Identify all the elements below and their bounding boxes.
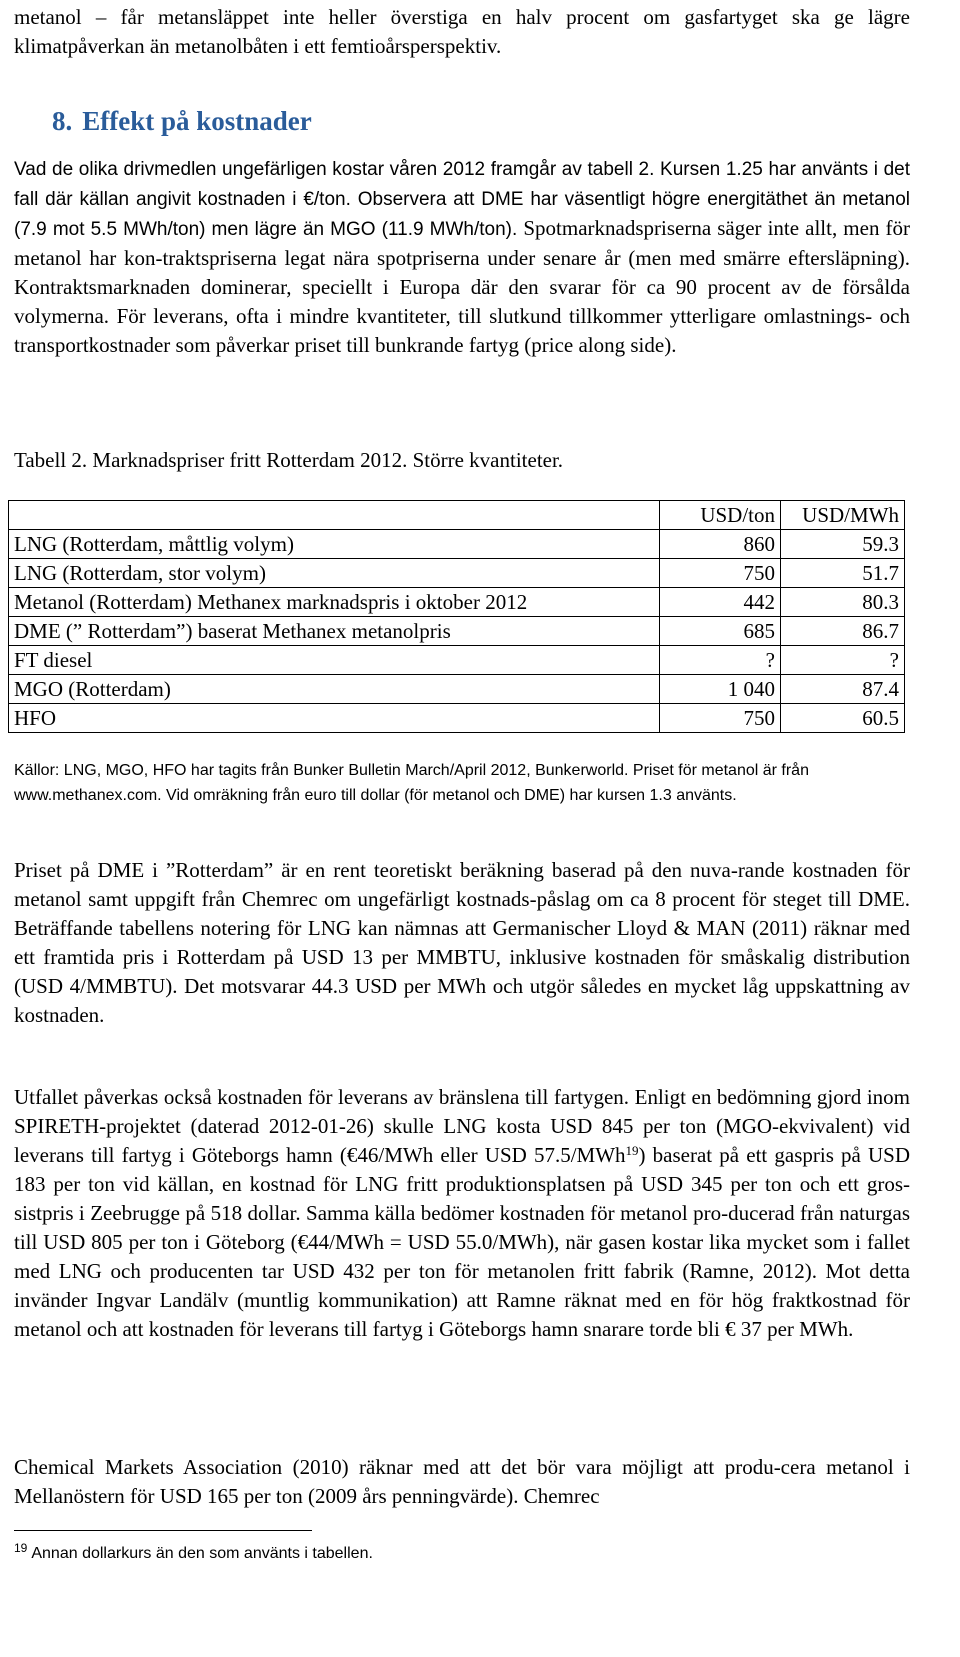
section-title: Effekt på kostnader [82, 106, 312, 136]
table-header-row [9, 501, 905, 530]
paragraph-chemical-markets: Chemical Markets Association (2010) räknar med att det bör vara möjligt att produ-cera metanol i Mellanöstern för USD 165 per ton (2009 års penningvärde). Chemrec [14, 1455, 910, 1508]
table-sources: Källor: LNG, MGO, HFO har tagits från Bunker Bulletin March/April 2012, Bunkerworld. Priset för metanol är från www.methanex.com. Vid omräkning från euro till dollar (för metanol och DME) har kursen 1.3 använts. [14, 762, 809, 804]
row-usd-mwh: 86.7 [781, 617, 905, 646]
table-header-label [9, 501, 660, 530]
paragraph-dme-price: Priset på DME i ”Rotterdam” är en rent teoretiskt beräkning baserad på den nuva-rande kostnaden för metanol samt uppgift från Chemrec om ungefärligt kostnads-påslag om ca 8 procent för steget till DME. Beträffande tabellens notering för LNG kan nämnas att Germanischer Lloyd & MAN (2011) räknar med ett framtida pris i Rotterdam på USD 13 per MMBTU, inklusive kostnaden för småskalig distribution (USD 4/MMBTU). Det motsvarar 44.3 USD per MWh och utgör således en mycket låg uppskattning av kostnaden. [14, 858, 910, 1027]
table-header-usd-ton: USD/ton [660, 501, 781, 530]
paragraph-costs-part2: Spotmarknadspriserna säger inte allt, men för metanol har kon-traktspriserna legat nära spotpriserna under senare år (men med smärre eftersläpning). Kontraktsmarknaden dominerar, speciellt i Europa där den svarar för ca 90 procent av de försålda volymerna. För leverans, ofta i mindre kvantiteter, till slutkund tillkommer ytterligare omlastnings- och transportkostnader som påverkar priset till bunkrande fartyg (price along side). [14, 216, 910, 357]
table-row [9, 588, 905, 617]
footnote-reference[interactable]: 19 [625, 1143, 639, 1158]
row-usd-mwh: 51.7 [781, 559, 905, 588]
row-label: Metanol (Rotterdam) Methanex marknadspris i oktober 2012 [9, 588, 660, 617]
paragraph-delivery-cost [14, 1083, 910, 1344]
row-label: MGO (Rotterdam) [9, 675, 660, 704]
paragraph-costs [14, 154, 910, 360]
intro-paragraph: metanol – får metansläppet inte heller överstiga en halv procent om gasfartyget ska ge lägre klimatpåverkan än metanolbåten i ett femtioårsperspektiv. [14, 5, 910, 58]
table-row [9, 530, 905, 559]
footnote-number: 19 [14, 1541, 28, 1555]
row-usd-ton: 860 [660, 530, 781, 559]
row-label: FT diesel [9, 646, 660, 675]
table-caption: Tabell 2. Marknadspriser fritt Rotterdam 2012. Större kvantiteter. [14, 448, 564, 472]
row-usd-ton: 750 [660, 704, 781, 733]
row-usd-mwh: 87.4 [781, 675, 905, 704]
row-usd-ton: 685 [660, 617, 781, 646]
table-row [9, 675, 905, 704]
row-usd-ton: 750 [660, 559, 781, 588]
table-row [9, 617, 905, 646]
footnote-text: Annan dollarkurs än den som använts i tabellen. [31, 1545, 373, 1562]
table-row [9, 704, 905, 733]
table-header-usd-mwh: USD/MWh [781, 501, 905, 530]
section-number: 8. [52, 106, 73, 136]
table-row [9, 646, 905, 675]
paragraph-delivery-cost-part2: ) baserat på ett gaspris på USD 183 per ton vid källan, en kostnad för LNG fritt produktionsplatsen på USD 345 per ton och ett gros-sistpris i Zeebrugge på 518 dollar. Samma källa bedömer kostnaden för metanol pro-ducerad från naturgas till USD 805 per ton i Göteborg (€44/MWh = USD 55.0/MWh), när gasen kostar lika mycket som i fallet med LNG och producenten tar USD 432 per ton för metanolen fritt fabrik (Ramne, 2012). Mot detta invänder Ingvar Landälv (muntlig kommunikation) att Ramne räknat med en för hög fraktkostnad för metanol och att kostnaden för leverans till fartyg i Göteborgs hamn snarare torde bli € 37 per MWh. [14, 1143, 910, 1341]
paragraph-delivery-cost-part1: Utfallet påverkas också kostnaden för leverans av bränslena till fartygen. Enligt en bedömning gjord inom SPIRETH-projektet (daterad 2012-01-26) skulle LNG kosta USD 845 per ton (MGO-ekvivalent) vid leverans till fartyg i Göteborgs hamn (€46/MWh eller USD 57.5/MWh [14, 1085, 910, 1167]
row-usd-ton: 442 [660, 588, 781, 617]
footnote-divider [14, 1530, 312, 1531]
section-heading [14, 104, 910, 138]
paragraph-costs-part1: Vad de olika drivmedlen ungefärligen kostar våren 2012 framgår av tabell 2. Kursen 1.25 har använts i det fall där källan angivit kostnaden i €/ton. Observera att DME har väsentligt högre energitäthet än metanol (7.9 mot 5.5 MWh/ton) men lägre än MGO (11.9 MWh/ton). [14, 159, 910, 240]
table-row [9, 559, 905, 588]
row-label: DME (” Rotterdam”) baserat Methanex metanolpris [9, 617, 660, 646]
row-label: HFO [9, 704, 660, 733]
footnote [14, 1543, 373, 1565]
row-label: LNG (Rotterdam, måttlig volym) [9, 530, 660, 559]
row-usd-mwh: 59.3 [781, 530, 905, 559]
row-usd-ton: 1 040 [660, 675, 781, 704]
row-usd-mwh: 80.3 [781, 588, 905, 617]
row-usd-mwh: 60.5 [781, 704, 905, 733]
row-usd-ton: ? [660, 646, 781, 675]
row-usd-mwh: ? [781, 646, 905, 675]
row-label: LNG (Rotterdam, stor volym) [9, 559, 660, 588]
price-table [8, 500, 905, 733]
